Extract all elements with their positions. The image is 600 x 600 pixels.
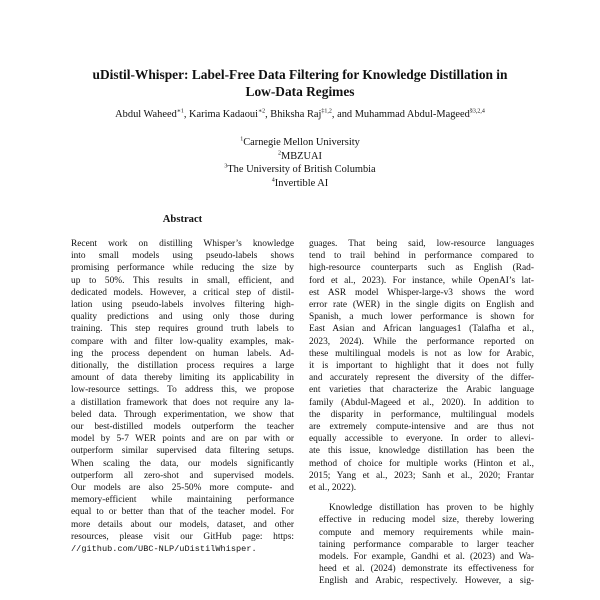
author-name: Muhammad Abdul-Mageed <box>354 109 470 120</box>
body-column-right <box>309 238 534 588</box>
affiliation <box>100 163 500 177</box>
body-line: models. For example, Gandhi et al. (2023) and Wa- <box>319 552 534 563</box>
abstract-line: more details about our models, dataset, and other <box>71 519 294 530</box>
affiliation <box>100 177 500 191</box>
body-line: ford et al., 2023). For instance, while OpenAI’s lat- <box>309 275 534 286</box>
affiliation-number: 4 <box>271 177 275 184</box>
body-line: 2015; Yang et al., 2023; Sanh et al., 2020; Frantar <box>309 470 534 481</box>
abstract-line: Recent work on distilling Whisper’s knowledge <box>71 239 294 249</box>
title-line-2: Low-Data Regimes <box>245 84 355 99</box>
body-line: are extremely compute-intensive and are thus not <box>309 422 534 433</box>
abstract-line: resources, please visit our GitHub page: https: <box>71 531 294 542</box>
body-line: ent varieties that characterize the Arabic language <box>309 385 534 396</box>
abstract-line: amount of data thereby limiting its applicability in <box>71 373 294 384</box>
body-paragraph <box>309 502 534 587</box>
affiliation-name: Invertible AI <box>274 177 329 189</box>
abstract-line: promising performance while reducing the size by <box>71 263 294 274</box>
body-line: error rate (WER) in the single digits on English and <box>309 300 534 311</box>
abstract-line: training. This step requires ground truth labels to <box>71 324 294 335</box>
abstract-line: up to 50%. This results in small, efficient, and <box>71 275 294 286</box>
affiliation <box>100 150 500 164</box>
abstract-line: lation using pseudo-labels involves filtering high- <box>71 300 294 311</box>
abstract-line: compare with and filter low-quality examples, mak- <box>71 336 294 347</box>
body-line: 2023, 2024). While the performance reported on <box>309 336 534 347</box>
body-line: East Asian and African languages1 (Talafha et al., <box>309 324 534 335</box>
author-separator: , and <box>331 109 355 120</box>
body-line: the disparity in performance, multilingual models <box>309 409 534 420</box>
abstract-line: a distillation framework that does not require any la- <box>71 397 294 408</box>
body-line: tend to trail behind in performance compared to <box>309 251 534 262</box>
abstract-body <box>71 238 294 555</box>
abstract-line: ing the process dependent on human labels. Ad- <box>71 348 294 359</box>
affiliation-name: Carnegie Mellon University <box>243 137 360 148</box>
author-name: Karima Kadaoui <box>189 109 259 120</box>
author-marks: ∗2 <box>258 108 266 115</box>
body-line: taining performance comparable to larger teacher <box>319 539 534 550</box>
body-line: it is important to highlight that it does not fully <box>309 361 534 372</box>
affiliation-name: The University of British Columbia <box>227 164 376 175</box>
abstract-line: outperform all zero-shot and supervised models. <box>71 470 294 481</box>
abstract-line: memory-efficient while maintaining performance <box>71 495 294 506</box>
author-marks: ∗1 <box>176 108 184 115</box>
abstract-line: our best-distilled models outperform the teacher <box>71 422 294 433</box>
affiliation-name: MBZUAI <box>281 150 322 162</box>
body-line: and accurately represent the diversity of the differ- <box>309 373 534 384</box>
body-line: guages. That being said, low-resource languages <box>309 239 534 249</box>
abstract-line: into small models using pseudo-labels shows <box>71 251 294 262</box>
author-name: Abdul Waheed <box>115 109 177 120</box>
author-marks: §3,2,4 <box>469 108 485 115</box>
body-line: ate this issue, knowledge distillation has been the <box>309 446 534 457</box>
abstract-line: Our models are also 25-50% more compute- and <box>71 483 294 494</box>
abstract-line: beled data. Through experimentation, we show that <box>71 409 294 420</box>
body-line: est ASR model Whisper-large-v3 shows the word <box>309 287 534 298</box>
body-paragraph <box>309 238 534 494</box>
body-line: Knowledge distillation has proven to be highly <box>329 503 534 514</box>
affiliation-list <box>100 136 500 190</box>
github-link[interactable]: //github.com/UBC-NLP/uDistilWhisper. <box>71 544 257 555</box>
body-line: equally accessible to everyone. In order to allevi- <box>309 434 534 445</box>
author-name: Bhiksha Raj <box>270 109 322 120</box>
author-separator: , <box>183 109 190 120</box>
body-line: compute and memory requirements while main- <box>319 527 534 538</box>
body-line: family (Abdul-Mageed et al., 2020). In addition to <box>309 397 534 408</box>
author-separator: , <box>265 109 271 120</box>
author-list <box>30 108 570 121</box>
abstract-line: When scaling the data, our models significantly <box>71 458 294 469</box>
affiliation-number: 1 <box>240 136 244 143</box>
body-line: these multilingual models is not as low for Arabic, <box>309 348 534 359</box>
abstract-line: model by 5-7 WER points and are on par with or <box>71 434 294 445</box>
affiliation <box>100 136 500 150</box>
abstract-heading: Abstract <box>162 214 203 225</box>
author-marks: ‡1,2 <box>321 108 332 115</box>
body-line: English and Arabic, respectively. However, a sig- <box>319 576 534 587</box>
body-line: high-resource counterparts such as English (Rad- <box>309 263 534 274</box>
body-line: heed et al. (2024) demonstrate its effectiveness for <box>319 564 534 575</box>
affiliation-number: 3 <box>224 163 228 170</box>
title-line-1: uDistil-Whisper: Label-Free Data Filtering for Knowledge Distillation in <box>92 67 508 82</box>
abstract-line: ditionally, the distillation process requires a large <box>71 361 294 372</box>
body-line: et al., 2022). <box>309 483 357 494</box>
body-line: effective in reducing model size, thereby lowering <box>319 515 534 526</box>
affiliation-number: 2 <box>278 150 281 157</box>
abstract-line: equal to or better than that of the teacher model. For <box>71 507 294 518</box>
paper-title <box>40 66 560 100</box>
body-line: Spanish, a much lower performance is shown for <box>309 312 534 323</box>
abstract-line: low-resource settings. To address this, we propose <box>71 385 294 396</box>
abstract-line: quality predictions and using only those during <box>71 312 294 323</box>
abstract-line: outperform similar supervised data filtering setups. <box>71 446 294 457</box>
body-line: method of choice for multiple works (Hinton et al., <box>309 458 534 469</box>
abstract-line: dedicated models. However, a critical step of distil- <box>71 287 294 298</box>
